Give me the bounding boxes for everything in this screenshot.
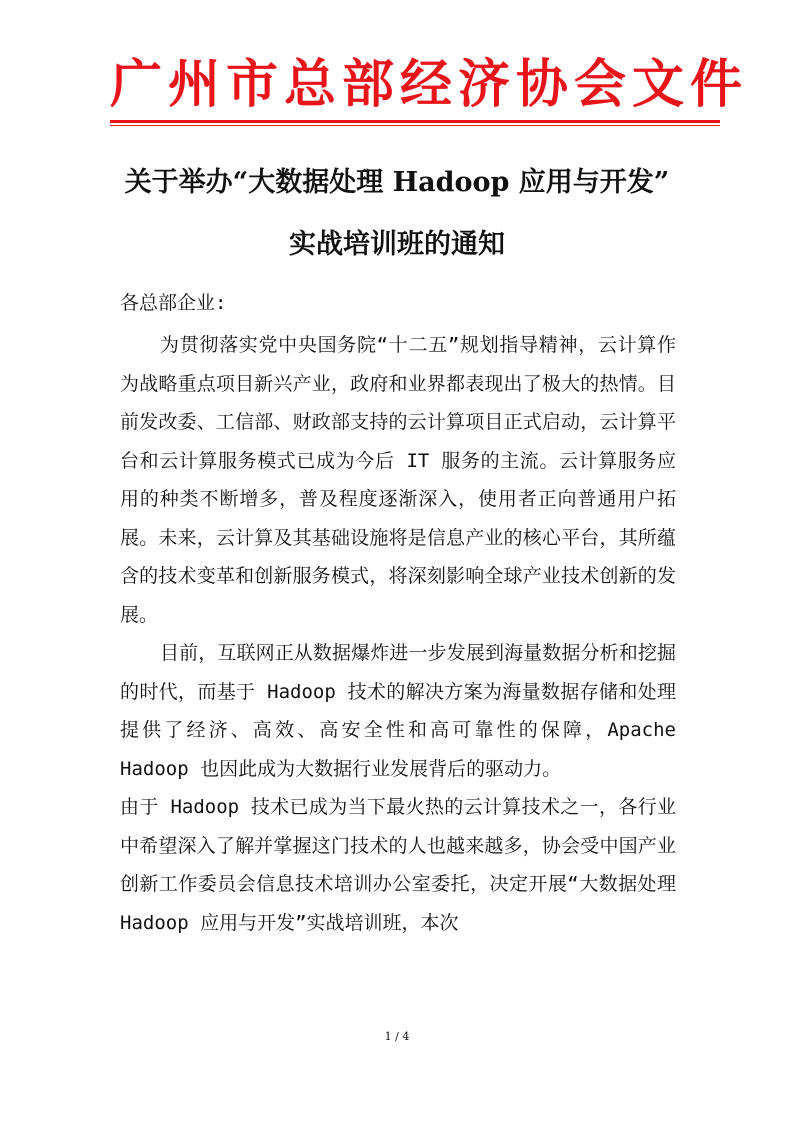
- notice-title-line-1: 关于举办“大数据处理 Hadoop 应用与开发”: [124, 167, 670, 198]
- salutation: 各总部企业:: [120, 292, 227, 314]
- header-rule-thin: [110, 125, 720, 126]
- paragraph-1: 为贯彻落实党中央国务院“十二五”规划指导精神，云计算作为战略重点项目新兴产业，政府和业界都表现出了极大的热情。目前发改委、工信部、财政部支持的云计算项目正式启动，云计算平台和云计算服务模式已成为今后 IT 服务的主流。云计算服务应用的种类不断增多，普及程度逐渐深入，使用者正向普通用户拓展。未来，云计算及其基础设施将是信息产业的核心平台，其所蕴含的技术变革和创新服务模式，将深刻影响全球产业技术创新的发展。: [120, 334, 676, 626]
- body-text: [120, 326, 676, 942]
- paragraph-3: 由于 Hadoop 技术已成为当下最火热的云计算技术之一，各行业中希望深入了解并掌握这门技术的人也越来越多，协会受中国产业创新工作委员会信息技术培训办公室委托，决定开展“大数据处理 Hadoop 应用与开发”实战培训班，本次: [120, 796, 676, 934]
- page-number: 1 / 4: [384, 1030, 410, 1043]
- notice-title-line-2: 实战培训班的通知: [289, 229, 505, 260]
- paragraph-2: 目前，互联网正从数据爆炸进一步发展到海量数据分析和挖掘的时代，而基于 Hadoop 技术的解决方案为海量数据存储和处理提供了经济、高效、高安全性和高可靠性的保障，Apache Hadoop 也因此成为大数据行业发展背后的驱动力。: [120, 642, 676, 780]
- header-rule-thick: [110, 120, 720, 123]
- document-header: 广州市总部经济协会文件: [110, 54, 749, 115]
